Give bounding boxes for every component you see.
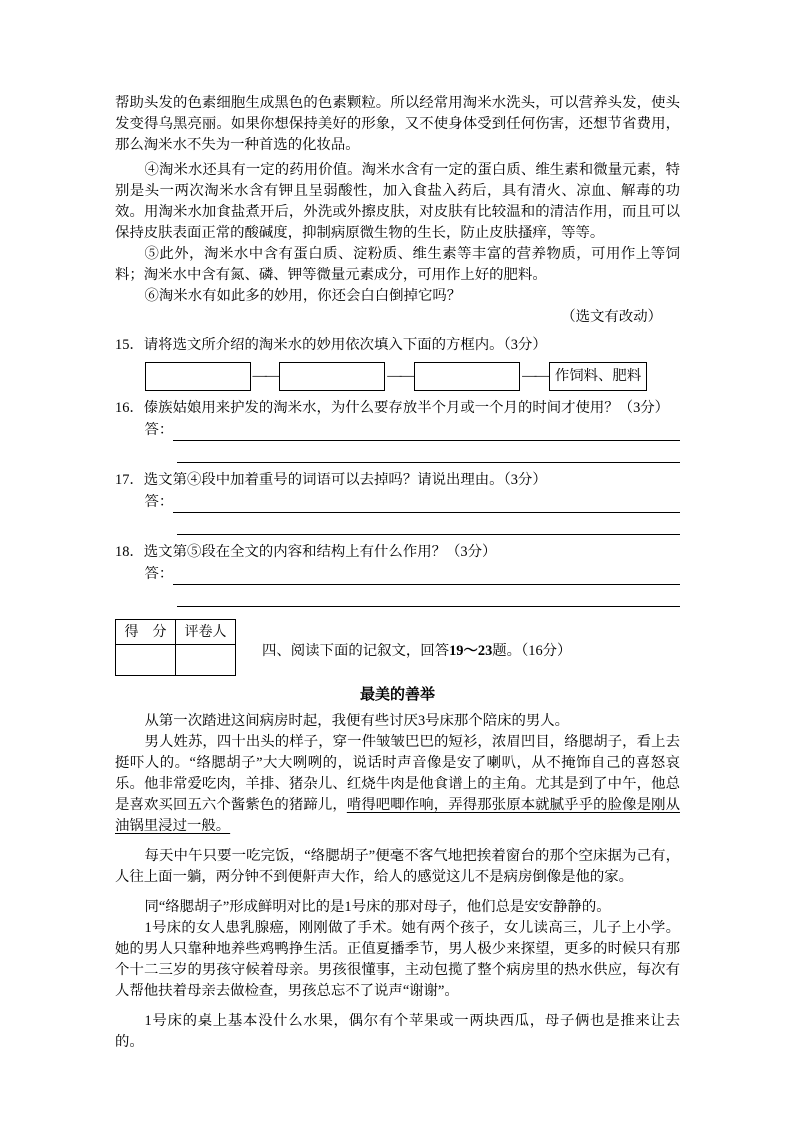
paragraph-5: ⑤此外，淘米水中含有蛋白质、淀粉质、维生素等丰富的营养物质，可用作上等饲料；淘米水中含有氮、磷、钾等微量元素成分，可用作上好的肥料。 bbox=[115, 246, 680, 283]
question-17-answer-line-1 bbox=[145, 491, 680, 513]
score-table bbox=[115, 619, 236, 676]
question-16-answer-line-1 bbox=[145, 419, 680, 441]
question-16-answer-line-2 bbox=[177, 441, 680, 463]
answer-label: 答： bbox=[144, 422, 174, 438]
flow-box-1 bbox=[145, 362, 251, 391]
continuation-paragraph: 帮助头发的色素细胞生成黑色的色素颗粒。所以经常用淘米水洗头，可以营养头发，使头发变得乌黑亮丽。如果你想保持美好的形象，又不使身体受到任何伤害，还想节省费用，那么淘米水不失为一种首选的化妆品。 bbox=[115, 95, 680, 153]
question-18-answer-line-1 bbox=[145, 563, 680, 585]
score-table-score-cell bbox=[116, 645, 176, 676]
essay-paragraph bbox=[115, 732, 680, 837]
source-note: （选文有改动） bbox=[561, 309, 662, 325]
section-4-header-block bbox=[115, 619, 680, 676]
answer-rule bbox=[177, 441, 680, 463]
section-4-prefix: 四、阅读下面的记叙文，回答 bbox=[262, 643, 450, 659]
flow-box-final: 作饲料、肥料 bbox=[549, 362, 647, 391]
paragraph-6: ⑥淘米水有如此多的妙用，你还会白白倒掉它吗？ bbox=[144, 288, 462, 304]
flow-box-2 bbox=[279, 362, 385, 391]
section-4-question-range: 19～23 bbox=[449, 643, 493, 659]
answer-rule bbox=[177, 513, 680, 535]
essay-paragraph: 从第一次踏进这间病房时起，我便有些讨厌3号床那个陪床的男人。 bbox=[144, 713, 570, 729]
essay-paragraph-2-underlined-text: 啃得吧唧作响，弄得那张原本就腻乎乎的脸像是刚从油锅里浸过一般。 bbox=[115, 797, 680, 834]
flow-connector: —— bbox=[387, 368, 413, 384]
answer-label: 答： bbox=[144, 566, 174, 582]
essay-paragraph: 1号床的女人患乳腺癌，刚刚做了手术。她有两个孩子，女儿读高三，儿子上小学。她的男人只靠种地养些鸡鸭挣生活。正值夏播季节，男人极少来探望，更多的时候只有那个十二三岁的男孩守候着母亲。男孩很懂事，主动包揽了整个病房里的热水供应，每次有人帮他扶着母亲去做检查，男孩总忘不了说声“谢谢”。 bbox=[115, 920, 680, 999]
score-table-score-label: 得 分 bbox=[116, 620, 176, 645]
flow-connector: —— bbox=[522, 368, 547, 384]
flow-box-3 bbox=[414, 362, 520, 391]
essay-paragraph: 同“络腮胡子”形成鲜明对比的是1号床的那对母子，他们总是安安静静的。 bbox=[144, 899, 611, 915]
essay-paragraph: 1号床的桌上基本没什么水果，偶尔有个苹果或一两块西瓜，母子俩也是推来让去的。 bbox=[115, 1013, 680, 1050]
score-table-grader-cell bbox=[176, 645, 236, 676]
answer-rule bbox=[173, 563, 680, 585]
question-16-text: 16．傣族姑娘用来护发的淘米水，为什么要存放半个月或一个月的时间才使用？（3分） bbox=[115, 400, 670, 416]
flow-connector: —— bbox=[252, 368, 278, 384]
score-table-grader-label: 评卷人 bbox=[176, 620, 236, 645]
passage-title: 最美的善举 bbox=[359, 687, 435, 703]
reading-passage bbox=[115, 685, 680, 1053]
question-15-text: 15．请将选文所介绍的淘米水的妙用依次填入下面的方框内。（3分） bbox=[115, 337, 547, 353]
section-4-suffix: 题。（16分） bbox=[492, 643, 572, 659]
question-17-text: 17．选文第④段中加着重号的词语可以去掉吗？请说出理由。（3分） bbox=[115, 472, 547, 488]
essay-paragraph-2-text: 男人姓苏，四十出头的样子，穿一件皱皱巴巴的短衫，浓眉凹目，络腮胡子，看上去挺吓人的。“络腮胡子”大大咧咧的，说话时声音像是安了喇叭，从不掩饰自己的喜怒哀乐。他非常爱吃肉，羊排、猪杂儿、红烧牛肉是他食谱上的主角。尤其是到了中午，他总是喜欢买回五六个酱紫色的猪蹄儿， bbox=[115, 734, 680, 813]
question-17-answer-line-2 bbox=[177, 513, 680, 535]
question-18-answer-line-2 bbox=[177, 585, 680, 607]
paragraph-4: ④淘米水还具有一定的药用价值。淘米水含有一定的蛋白质、维生素和微量元素，特别是头一两次淘米水含有钾且呈弱酸性，加入食盐入药后，具有清火、凉血、解毒的功效。用淘米水加食盐煮开后，外洗或外擦皮肤，对皮肤有比较温和的清洁作用，而且可以保持皮肤表面正常的酸碱度，抑制病原微生物的生长，防止皮肤搔痒，等等。 bbox=[115, 162, 680, 241]
answer-rule bbox=[177, 585, 680, 607]
question-15-flow-diagram bbox=[145, 362, 680, 391]
answer-rule bbox=[173, 419, 680, 441]
section-4-heading bbox=[262, 619, 571, 676]
question-18-text: 18．选文第⑤段在全文的内容和结构上有什么作用？（3分） bbox=[115, 544, 497, 560]
answer-label: 答： bbox=[144, 494, 174, 510]
essay-paragraph: 每天中午只要一吃完饭，“络腮胡子”便毫不客气地把挨着窗台的那个空床据为己有，人往上面一躺，两分钟不到便鼾声大作，给人的感觉这儿不是病房倒像是他的家。 bbox=[115, 848, 680, 885]
answer-rule bbox=[173, 491, 680, 513]
